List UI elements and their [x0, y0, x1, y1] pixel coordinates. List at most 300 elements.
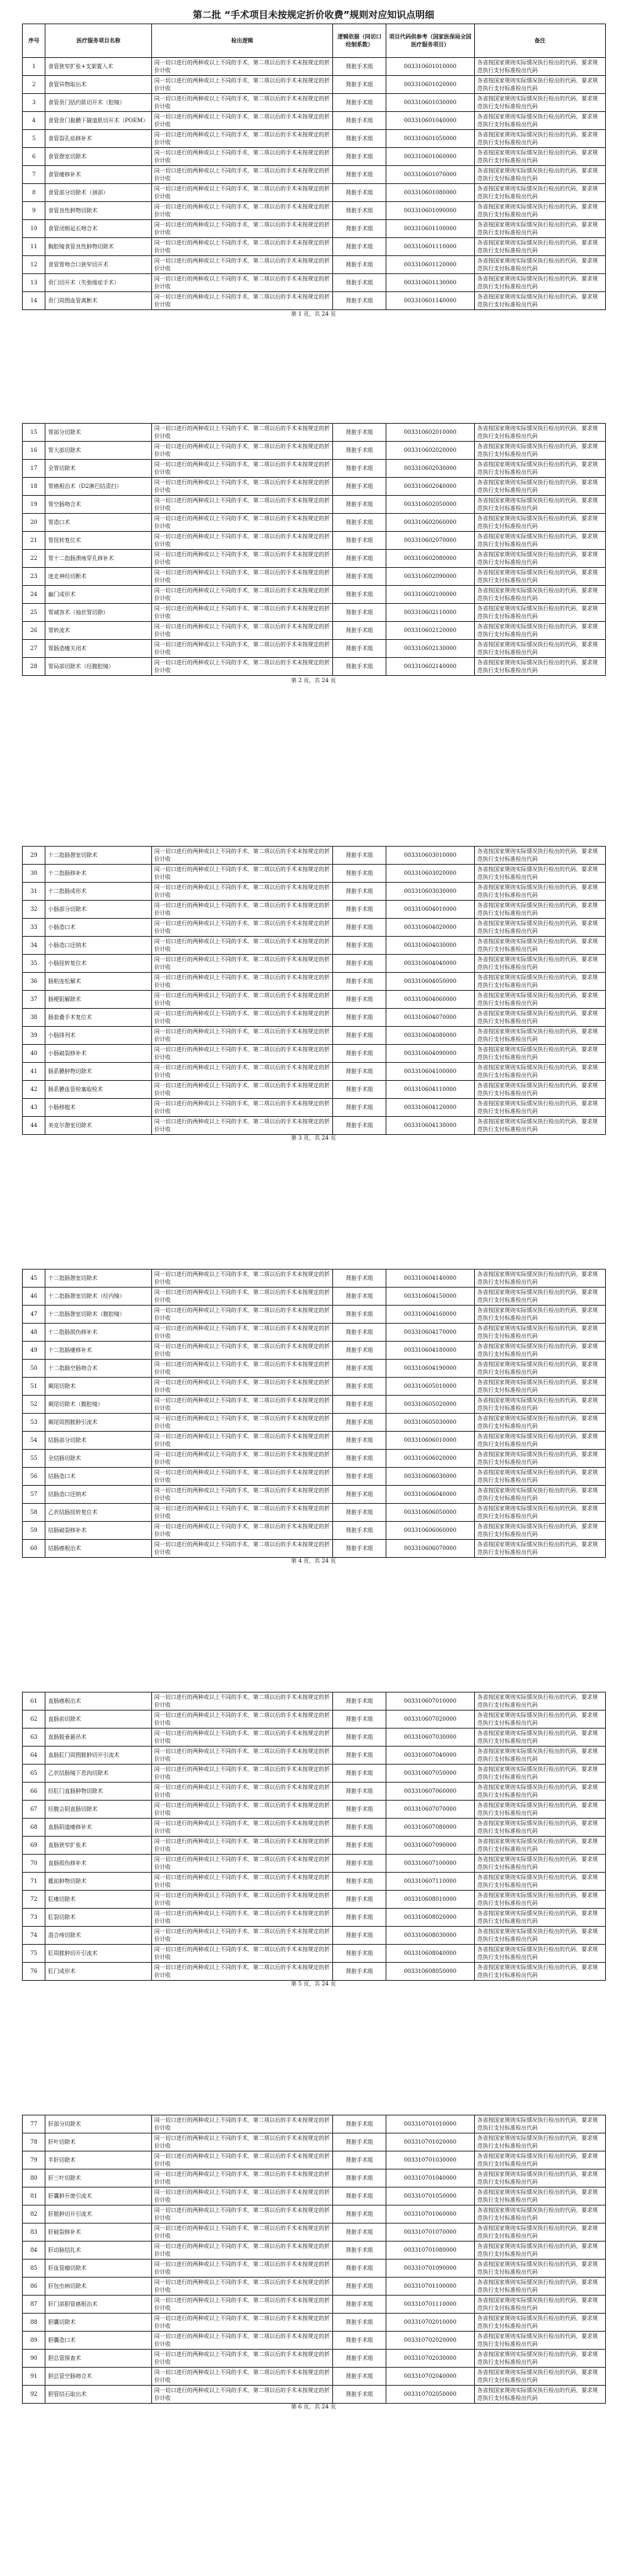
table-row [23, 274, 606, 292]
note-cell: 各省按国家规则实际情况执行检出的代码，要求规范执行支付标准检出代码 [474, 1891, 605, 1909]
basis-cell: 肾脏手术组 [333, 937, 386, 955]
table-row [23, 1306, 606, 1324]
note-cell: 各省按国家规则实际情况执行检出的代码，要求规范执行支付标准检出代码 [474, 865, 605, 883]
item-name-cell: 肝门部胆管癌根治术 [45, 2296, 151, 2314]
basis-cell: 肾脏手术组 [333, 2151, 386, 2170]
table-row [23, 2170, 606, 2188]
note-cell: 各省按国家规则实际情况执行检出的代码，要求规范执行支付标准检出代码 [474, 1324, 605, 1342]
item-code-cell: 003310604100000 [386, 1063, 474, 1081]
item-code-cell: 003310607100000 [386, 1855, 474, 1873]
item-code-cell: 003310604040000 [386, 955, 474, 973]
item-code-cell: 003310604170000 [386, 1324, 474, 1342]
table-row [23, 2314, 606, 2332]
note-cell: 各省按国家规则实际情况执行检出的代码，要求规范执行支付标准检出代码 [474, 2350, 605, 2368]
item-name-cell: 阑尾切除术（腹腔镜） [45, 1396, 151, 1414]
note-cell: 各省按国家规则实际情况执行检出的代码，要求规范执行支付标准检出代码 [474, 166, 605, 184]
table-row [23, 256, 606, 274]
table-row [23, 460, 606, 478]
logic-cell: 同一切口进行的两种或以上不同的手术，第二项以后的手术未按规定的折价计收 [151, 2242, 332, 2260]
seq-cell: 56 [23, 1468, 45, 1486]
table-row [23, 2260, 606, 2278]
seq-cell: 58 [23, 1504, 45, 1522]
logic-cell: 同一切口进行的两种或以上不同的手术，第二项以后的手术未按规定的折价计收 [151, 220, 332, 238]
basis-cell: 肾脏手术组 [333, 148, 386, 166]
item-name-cell: 肠梗阻解除术 [45, 991, 151, 1009]
item-code-cell: 003310601060000 [386, 148, 474, 166]
note-cell: 各省按国家规则实际情况执行检出的代码，要求规范执行支付标准检出代码 [474, 256, 605, 274]
logic-cell: 同一切口进行的两种或以上不同的手术，第二项以后的手术未按规定的折价计收 [151, 1855, 332, 1873]
item-name-cell: 肝囊肿开窗引流术 [45, 2188, 151, 2206]
note-cell: 各省按国家规则实际情况执行检出的代码，要求规范执行支付标准检出代码 [474, 184, 605, 202]
item-code-cell: 003310604120000 [386, 1099, 474, 1117]
basis-cell: 肾脏手术组 [333, 1270, 386, 1288]
item-name-cell: 十二指肠憩室切除术 [45, 1270, 151, 1288]
seq-cell: 60 [23, 1540, 45, 1558]
logic-cell: 同一切口进行的两种或以上不同的手术，第二项以后的手术未按规定的折价计收 [151, 1486, 332, 1504]
note-cell: 各省按国家规则实际情况执行检出的代码，要求规范执行支付标准检出代码 [474, 2188, 605, 2206]
basis-cell: 肾脏手术组 [333, 1288, 386, 1306]
logic-cell: 同一切口进行的两种或以上不同的手术，第二项以后的手术未按规定的折价计收 [151, 76, 332, 94]
note-cell: 各省按国家规则实际情况执行检出的代码，要求规范执行支付标准检出代码 [474, 1270, 605, 1288]
note-cell: 各省按国家规则实际情况执行检出的代码，要求规范执行支付标准检出代码 [474, 1468, 605, 1486]
item-code-cell: 003310602060000 [386, 514, 474, 532]
item-name-cell: 直肠肛门周围脓肿切开引流术 [45, 1747, 151, 1765]
basis-cell: 肾脏手术组 [333, 1927, 386, 1945]
item-name-cell: 结肠造口术 [45, 1468, 151, 1486]
note-cell: 各省按国家规则实际情况执行检出的代码，要求规范执行支付标准检出代码 [474, 2115, 605, 2133]
seq-cell: 37 [23, 991, 45, 1009]
item-code-cell: 003310607090000 [386, 1837, 474, 1855]
column-header: 检出逻辑 [151, 24, 332, 58]
seq-cell: 76 [23, 1963, 45, 1981]
item-name-cell: 胃减容术（袖状胃切除） [45, 604, 151, 622]
table-row [23, 937, 606, 955]
logic-cell: 同一切口进行的两种或以上不同的手术，第二项以后的手术未按规定的折价计收 [151, 640, 332, 658]
item-name-cell: 小肠扭转复位术 [45, 955, 151, 973]
item-code-cell: 003310602020000 [386, 442, 474, 460]
note-cell: 各省按国家规则实际情况执行检出的代码，要求规范执行支付标准检出代码 [474, 1801, 605, 1819]
seq-cell: 25 [23, 604, 45, 622]
item-name-cell: 小肠移植术 [45, 1099, 151, 1117]
logic-cell: 同一切口进行的两种或以上不同的手术，第二项以后的手术未按规定的折价计收 [151, 991, 332, 1009]
logic-cell: 同一切口进行的两种或以上不同的手术，第二项以后的手术未按规定的折价计收 [151, 1783, 332, 1801]
item-name-cell: 全结肠切除术 [45, 1450, 151, 1468]
logic-cell: 同一切口进行的两种或以上不同的手术，第二项以后的手术未按规定的折价计收 [151, 496, 332, 514]
item-name-cell: 肠系膜血管栓塞取栓术 [45, 1081, 151, 1099]
seq-cell: 26 [23, 622, 45, 640]
logic-cell: 同一切口进行的两种或以上不同的手术，第二项以后的手术未按规定的折价计收 [151, 2170, 332, 2188]
item-name-cell: 胆囊切除术 [45, 2314, 151, 2332]
seq-cell: 22 [23, 550, 45, 568]
note-cell: 各省按国家规则实际情况执行检出的代码，要求规范执行支付标准检出代码 [474, 955, 605, 973]
note-cell: 各省按国家规则实际情况执行检出的代码，要求规范执行支付标准检出代码 [474, 640, 605, 658]
seq-cell: 36 [23, 973, 45, 991]
item-name-cell: 肝包虫病切除术 [45, 2278, 151, 2296]
logic-cell: 同一切口进行的两种或以上不同的手术，第二项以后的手术未按规定的折价计收 [151, 514, 332, 532]
seq-cell: 92 [23, 2386, 45, 2404]
item-code-cell: 003310601040000 [386, 112, 474, 130]
seq-cell: 12 [23, 256, 45, 274]
basis-cell: 肾脏手术组 [333, 568, 386, 586]
note-cell: 各省按国家规则实际情况执行检出的代码，要求规范执行支付标准检出代码 [474, 2296, 605, 2314]
table-row [23, 112, 606, 130]
item-name-cell: 直肠前切除术 [45, 1711, 151, 1729]
seq-cell: 53 [23, 1414, 45, 1432]
note-cell: 各省按国家规则实际情况执行检出的代码，要求规范执行支付标准检出代码 [474, 1063, 605, 1081]
item-name-cell: 肠套叠手术复位术 [45, 1009, 151, 1027]
note-cell: 各省按国家规则实际情况执行检出的代码，要求规范执行支付标准检出代码 [474, 2260, 605, 2278]
table-row [23, 1117, 606, 1135]
item-code-cell: 003310602100000 [386, 586, 474, 604]
note-cell: 各省按国家规则实际情况执行检出的代码，要求规范执行支付标准检出代码 [474, 1486, 605, 1504]
item-name-cell: 十二指肠修补术 [45, 865, 151, 883]
logic-cell: 同一切口进行的两种或以上不同的手术，第二项以后的手术未按规定的折价计收 [151, 586, 332, 604]
item-name-cell: 小肠部分切除术 [45, 901, 151, 919]
table-row [23, 901, 606, 919]
note-cell: 各省按国家规则实际情况执行检出的代码，要求规范执行支付标准检出代码 [474, 478, 605, 496]
item-name-cell: 小肠造口术 [45, 919, 151, 937]
item-name-cell: 直肠狭窄扩张术 [45, 1837, 151, 1855]
item-code-cell: 003310701110000 [386, 2296, 474, 2314]
logic-cell: 同一切口进行的两种或以上不同的手术，第二项以后的手术未按规定的折价计收 [151, 2332, 332, 2350]
basis-cell: 肾脏手术组 [333, 1540, 386, 1558]
item-code-cell: 003310607040000 [386, 1747, 474, 1765]
item-code-cell: 003310702030000 [386, 2350, 474, 2368]
note-cell: 各省按国家规则实际情况执行检出的代码，要求规范执行支付标准检出代码 [474, 1081, 605, 1099]
item-name-cell: 食管贲门括约肌切开术（腔镜） [45, 94, 151, 112]
note-cell: 各省按国家规则实际情况执行检出的代码，要求规范执行支付标准检出代码 [474, 112, 605, 130]
basis-cell: 肾脏手术组 [333, 919, 386, 937]
table-row [23, 2151, 606, 2170]
basis-cell: 肾脏手术组 [333, 2188, 386, 2206]
table-row [23, 1027, 606, 1045]
basis-cell: 肾脏手术组 [333, 550, 386, 568]
table-row [23, 919, 606, 937]
item-name-cell: 小肠破裂修补术 [45, 1045, 151, 1063]
item-name-cell: 贲门切开术（失弛缓症手术） [45, 274, 151, 292]
item-code-cell: 003310603020000 [386, 865, 474, 883]
item-name-cell: 阑尾切除术 [45, 1378, 151, 1396]
note-cell: 各省按国家规则实际情况执行检出的代码，要求规范执行支付标准检出代码 [474, 1432, 605, 1450]
logic-cell: 同一切口进行的两种或以上不同的手术，第二项以后的手术未按规定的折价计收 [151, 1045, 332, 1063]
seq-cell: 34 [23, 937, 45, 955]
note-cell: 各省按国家规则实际情况执行检出的代码，要求规范执行支付标准检出代码 [474, 1414, 605, 1432]
item-name-cell: 肛瘘切除术 [45, 1891, 151, 1909]
seq-cell: 44 [23, 1117, 45, 1135]
table-row [23, 1009, 606, 1027]
seq-cell: 57 [23, 1486, 45, 1504]
item-code-cell: 003310604160000 [386, 1306, 474, 1324]
basis-cell: 肾脏手术组 [333, 2350, 386, 2368]
basis-cell: 肾脏手术组 [333, 2115, 386, 2133]
table-row [23, 1378, 606, 1396]
table-row [23, 2115, 606, 2133]
logic-cell: 同一切口进行的两种或以上不同的手术，第二项以后的手术未按规定的折价计收 [151, 1450, 332, 1468]
note-cell: 各省按国家规则实际情况执行检出的代码，要求规范执行支付标准检出代码 [474, 1837, 605, 1855]
item-code-cell: 003310602140000 [386, 658, 474, 676]
table-row [23, 532, 606, 550]
item-code-cell: 003310606020000 [386, 1450, 474, 1468]
item-code-cell: 003310601100000 [386, 220, 474, 238]
seq-cell: 27 [23, 640, 45, 658]
logic-cell: 同一切口进行的两种或以上不同的手术，第二项以后的手术未按规定的折价计收 [151, 847, 332, 865]
item-code-cell: 003310601010000 [386, 58, 474, 76]
item-code-cell: 003310607060000 [386, 1783, 474, 1801]
seq-cell: 68 [23, 1819, 45, 1837]
seq-cell: 4 [23, 112, 45, 130]
table-row [23, 1837, 606, 1855]
basis-cell: 肾脏手术组 [333, 184, 386, 202]
table-row [23, 2332, 606, 2350]
seq-cell: 81 [23, 2188, 45, 2206]
seq-cell: 71 [23, 1873, 45, 1891]
table-row [23, 1891, 606, 1909]
item-name-cell: 胃转流术 [45, 622, 151, 640]
table-row [23, 1819, 606, 1837]
logic-cell: 同一切口进行的两种或以上不同的手术，第二项以后的手术未按规定的折价计收 [151, 1432, 332, 1450]
table-row [23, 1909, 606, 1927]
seq-cell: 55 [23, 1450, 45, 1468]
seq-cell: 72 [23, 1891, 45, 1909]
item-name-cell: 十二指肠憩室切除术 [45, 847, 151, 865]
logic-cell: 同一切口进行的两种或以上不同的手术，第二项以后的手术未按规定的折价计收 [151, 1801, 332, 1819]
note-cell: 各省按国家规则实际情况执行检出的代码，要求规范执行支付标准检出代码 [474, 1747, 605, 1765]
table-row [23, 130, 606, 148]
table-row [23, 658, 606, 676]
item-name-cell: 肝动脉结扎术 [45, 2242, 151, 2260]
basis-cell: 肾脏手术组 [333, 1963, 386, 1981]
seq-cell: 50 [23, 1360, 45, 1378]
item-name-cell: 胃造口术 [45, 514, 151, 532]
item-code-cell: 003310604030000 [386, 937, 474, 955]
logic-cell: 同一切口进行的两种或以上不同的手术，第二项以后的手术未按规定的折价计收 [151, 1288, 332, 1306]
logic-cell: 同一切口进行的两种或以上不同的手术，第二项以后的手术未按规定的折价计收 [151, 1729, 332, 1747]
logic-cell: 同一切口进行的两种或以上不同的手术，第二项以后的手术未按规定的折价计收 [151, 424, 332, 442]
note-cell: 各省按国家规则实际情况执行检出的代码，要求规范执行支付标准检出代码 [474, 973, 605, 991]
basis-cell: 肾脏手术组 [333, 2278, 386, 2296]
seq-cell: 74 [23, 1927, 45, 1945]
item-name-cell: 食管憩室切除术 [45, 148, 151, 166]
logic-cell: 同一切口进行的两种或以上不同的手术，第二项以后的手术未按规定的折价计收 [151, 2350, 332, 2368]
item-name-cell: 胆总管探查术 [45, 2350, 151, 2368]
basis-cell: 肾脏手术组 [333, 2224, 386, 2242]
seq-cell: 20 [23, 514, 45, 532]
table-row [23, 2133, 606, 2151]
seq-cell: 88 [23, 2314, 45, 2332]
logic-cell: 同一切口进行的两种或以上不同的手术，第二项以后的手术未按规定的折价计收 [151, 130, 332, 148]
seq-cell: 59 [23, 1522, 45, 1540]
seq-cell: 7 [23, 166, 45, 184]
note-cell: 各省按国家规则实际情况执行检出的代码，要求规范执行支付标准检出代码 [474, 2368, 605, 2386]
basis-cell: 肾脏手术组 [333, 292, 386, 310]
logic-cell: 同一切口进行的两种或以上不同的手术，第二项以后的手术未按规定的折价计收 [151, 955, 332, 973]
page-number: 第 6 页，共 24 页 [291, 2404, 336, 2410]
item-code-cell: 003310602120000 [386, 622, 474, 640]
table-row [23, 1045, 606, 1063]
note-cell: 各省按国家规则实际情况执行检出的代码，要求规范执行支付标准检出代码 [474, 2133, 605, 2151]
logic-cell: 同一切口进行的两种或以上不同的手术，第二项以后的手术未按规定的折价计收 [151, 1468, 332, 1486]
basis-cell: 肾脏手术组 [333, 2206, 386, 2224]
logic-cell: 同一切口进行的两种或以上不同的手术，第二项以后的手术未按规定的折价计收 [151, 1342, 332, 1360]
note-cell: 各省按国家规则实际情况执行检出的代码，要求规范执行支付标准检出代码 [474, 94, 605, 112]
seq-cell: 29 [23, 847, 45, 865]
seq-cell: 47 [23, 1306, 45, 1324]
seq-cell: 80 [23, 2170, 45, 2188]
item-code-cell: 003310603010000 [386, 847, 474, 865]
note-cell: 各省按国家规则实际情况执行检出的代码，要求规范执行支付标准检出代码 [474, 2151, 605, 2170]
item-name-cell: 食管闭锁延长吻合术 [45, 220, 151, 238]
document-title: 第二批 “手术项目未按规定折价收费”规则对应知识点明细 [193, 9, 434, 20]
item-code-cell: 003310606030000 [386, 1468, 474, 1486]
item-name-cell: 肠粘连松解术 [45, 973, 151, 991]
seq-cell: 91 [23, 2368, 45, 2386]
item-code-cell: 003310701080000 [386, 2242, 474, 2260]
basis-cell: 肾脏手术组 [333, 883, 386, 901]
seq-cell: 13 [23, 274, 45, 292]
basis-cell: 肾脏手术组 [333, 586, 386, 604]
logic-cell: 同一切口进行的两种或以上不同的手术，第二项以后的手术未按规定的折价计收 [151, 1504, 332, 1522]
item-code-cell: 003310604090000 [386, 1045, 474, 1063]
seq-cell: 70 [23, 1855, 45, 1873]
basis-cell: 肾脏手术组 [333, 1306, 386, 1324]
item-name-cell: 胃大部切除术 [45, 442, 151, 460]
seq-cell: 6 [23, 148, 45, 166]
table-row [23, 1873, 606, 1891]
seq-cell: 89 [23, 2332, 45, 2350]
basis-cell: 肾脏手术组 [333, 1486, 386, 1504]
note-cell: 各省按国家规则实际情况执行检出的代码，要求规范执行支付标准检出代码 [474, 937, 605, 955]
table-row [23, 991, 606, 1009]
note-cell: 各省按国家规则实际情况执行检出的代码，要求规范执行支付标准检出代码 [474, 292, 605, 310]
item-code-cell: 003310604060000 [386, 991, 474, 1009]
seq-cell: 18 [23, 478, 45, 496]
item-code-cell: 003310601030000 [386, 94, 474, 112]
table-row [23, 550, 606, 568]
page-number: 第 2 页，共 24 页 [291, 677, 336, 684]
detail-table [22, 846, 606, 1135]
basis-cell: 肾脏手术组 [333, 1693, 386, 1711]
note-cell: 各省按国家规则实际情况执行检出的代码，要求规范执行支付标准检出代码 [474, 658, 605, 676]
item-name-cell: 经肛门直肠肿物切除术 [45, 1783, 151, 1801]
item-name-cell: 肝血管瘤切除术 [45, 2260, 151, 2278]
table-row [23, 847, 606, 865]
item-code-cell: 003310607010000 [386, 1693, 474, 1711]
logic-cell: 同一切口进行的两种或以上不同的手术，第二项以后的手术未按规定的折价计收 [151, 2151, 332, 2170]
logic-cell: 同一切口进行的两种或以上不同的手术，第二项以后的手术未按规定的折价计收 [151, 274, 332, 292]
seq-cell: 23 [23, 568, 45, 586]
detail-table [22, 2115, 606, 2404]
item-code-cell: 003310602090000 [386, 568, 474, 586]
note-cell: 各省按国家规则实际情况执行检出的代码，要求规范执行支付标准检出代码 [474, 901, 605, 919]
item-name-cell: 乙状结肠镜下息肉切除术 [45, 1765, 151, 1783]
logic-cell: 同一切口进行的两种或以上不同的手术，第二项以后的手术未按规定的折价计收 [151, 1837, 332, 1855]
item-code-cell: 003310608030000 [386, 1927, 474, 1945]
basis-cell: 肾脏手术组 [333, 2170, 386, 2188]
item-code-cell: 003310604140000 [386, 1270, 474, 1288]
logic-cell: 同一切口进行的两种或以上不同的手术，第二项以后的手术未按规定的折价计收 [151, 148, 332, 166]
item-code-cell: 003310701030000 [386, 2151, 474, 2170]
basis-cell: 肾脏手术组 [333, 2296, 386, 2314]
logic-cell: 同一切口进行的两种或以上不同的手术，第二项以后的手术未按规定的折价计收 [151, 1747, 332, 1765]
seq-cell: 45 [23, 1270, 45, 1288]
note-cell: 各省按国家规则实际情况执行检出的代码，要求规范执行支付标准检出代码 [474, 1342, 605, 1360]
logic-cell: 同一切口进行的两种或以上不同的手术，第二项以后的手术未按规定的折价计收 [151, 532, 332, 550]
note-cell: 各省按国家规则实际情况执行检出的代码，要求规范执行支付标准检出代码 [474, 1450, 605, 1468]
note-cell: 各省按国家规则实际情况执行检出的代码，要求规范执行支付标准检出代码 [474, 1027, 605, 1045]
item-name-cell: 肛裂切除术 [45, 1909, 151, 1927]
basis-cell: 肾脏手术组 [333, 1432, 386, 1450]
note-cell: 各省按国家规则实际情况执行检出的代码，要求规范执行支付标准检出代码 [474, 496, 605, 514]
seq-cell: 24 [23, 586, 45, 604]
page-2 [22, 423, 606, 676]
basis-cell: 肾脏手术组 [333, 112, 386, 130]
item-code-cell: 003310604180000 [386, 1342, 474, 1360]
column-header: 逻辑依据（同切口经制系数） [333, 24, 386, 58]
seq-cell: 61 [23, 1693, 45, 1711]
seq-cell: 62 [23, 1711, 45, 1729]
note-cell: 各省按国家规则实际情况执行检出的代码，要求规范执行支付标准检出代码 [474, 202, 605, 220]
table-row [23, 865, 606, 883]
item-name-cell: 胆总管空肠吻合术 [45, 2368, 151, 2386]
detail-table [22, 23, 606, 310]
note-cell: 各省按国家规则实际情况执行检出的代码，要求规范执行支付标准检出代码 [474, 2278, 605, 2296]
item-name-cell: 胆管结石取出术 [45, 2386, 151, 2404]
logic-cell: 同一切口进行的两种或以上不同的手术，第二项以后的手术未按规定的折价计收 [151, 238, 332, 256]
logic-cell: 同一切口进行的两种或以上不同的手术，第二项以后的手术未按规定的折价计收 [151, 2368, 332, 2386]
item-code-cell: 003310605030000 [386, 1414, 474, 1432]
table-row [23, 1765, 606, 1783]
item-code-cell: 003310604150000 [386, 1288, 474, 1306]
item-name-cell: 骶前肿物切除术 [45, 1873, 151, 1891]
table-row [23, 2386, 606, 2404]
basis-cell: 肾脏手术组 [333, 1027, 386, 1045]
seq-cell: 17 [23, 460, 45, 478]
item-code-cell: 003310601140000 [386, 292, 474, 310]
seq-cell: 42 [23, 1081, 45, 1099]
table-row [23, 478, 606, 496]
note-cell: 各省按国家规则实际情况执行检出的代码，要求规范执行支付标准检出代码 [474, 847, 605, 865]
basis-cell: 肾脏手术组 [333, 1063, 386, 1081]
item-name-cell: 肝三叶切除术 [45, 2170, 151, 2188]
basis-cell: 肾脏手术组 [333, 2332, 386, 2350]
seq-cell: 52 [23, 1396, 45, 1414]
table-row [23, 1270, 606, 1288]
basis-cell: 肾脏手术组 [333, 1378, 386, 1396]
note-cell: 各省按国家规则实际情况执行检出的代码，要求规范执行支付标准检出代码 [474, 460, 605, 478]
basis-cell: 肾脏手术组 [333, 94, 386, 112]
item-code-cell: 003310607030000 [386, 1729, 474, 1747]
item-name-cell: 直肠脱垂悬吊术 [45, 1729, 151, 1747]
logic-cell: 同一切口进行的两种或以上不同的手术，第二项以后的手术未按规定的折价计收 [151, 1360, 332, 1378]
note-cell: 各省按国家规则实际情况执行检出的代码，要求规范执行支付标准检出代码 [474, 442, 605, 460]
basis-cell: 肾脏手术组 [333, 1819, 386, 1837]
item-code-cell: 003310601110000 [386, 238, 474, 256]
page-number: 第 5 页，共 24 页 [291, 1981, 336, 1987]
logic-cell: 同一切口进行的两种或以上不同的手术，第二项以后的手术未按规定的折价计收 [151, 1945, 332, 1963]
table-row [23, 1963, 606, 1981]
note-cell: 各省按国家规则实际情况执行检出的代码，要求规范执行支付标准检出代码 [474, 2206, 605, 2224]
item-code-cell: 003310702040000 [386, 2368, 474, 2386]
seq-cell: 86 [23, 2278, 45, 2296]
item-code-cell: 003310701060000 [386, 2206, 474, 2224]
logic-cell: 同一切口进行的两种或以上不同的手术，第二项以后的手术未按规定的折价计收 [151, 94, 332, 112]
logic-cell: 同一切口进行的两种或以上不同的手术，第二项以后的手术未按规定的折价计收 [151, 442, 332, 460]
item-code-cell: 003310701100000 [386, 2278, 474, 2296]
item-name-cell: 胃肠造瘘关闭术 [45, 640, 151, 658]
seq-cell: 28 [23, 658, 45, 676]
seq-cell: 43 [23, 1099, 45, 1117]
item-code-cell: 003310601130000 [386, 274, 474, 292]
